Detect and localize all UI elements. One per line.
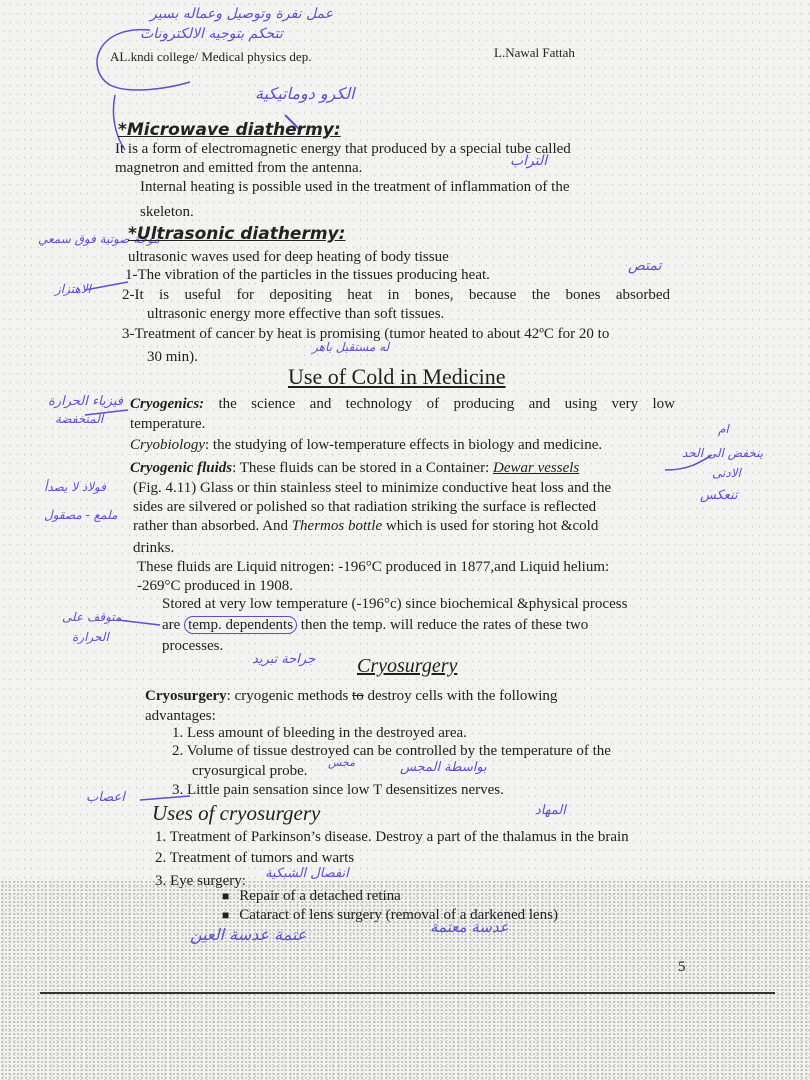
handwritten-temp-left-2: الحرارة (72, 630, 109, 644)
fluids-text-d-pre: rather than absorbed. And (133, 518, 292, 534)
handwritten-top-2: تتحكم بتوجيه الالكترونات (140, 26, 283, 42)
microwave-line-4: skeleton. (140, 204, 194, 220)
cryogenics-line-a (130, 395, 675, 413)
bullet-icon: ■ (222, 908, 230, 922)
bullet-icon: ■ (222, 889, 230, 903)
cryosurgery-def-a-pre: : cryogenic methods (226, 688, 353, 704)
advantage-2: 2. Volume of tissue destroyed can be controlled by the temperature of the (172, 743, 611, 759)
handwritten-probe-2: بواسطة المجس (400, 760, 487, 775)
fluids-term: Cryogenic fluids (130, 460, 233, 476)
ultrasonic-point-2b: ultrasonic energy more effective than soft tissues. (147, 306, 445, 322)
ultrasonic-point-1: 1-The vibration of the particles in the tissues producing heat. (125, 267, 490, 283)
cryobiology-term: Cryobiology (130, 437, 205, 453)
cryosurgery-def-a-strike: to (352, 688, 364, 704)
cryogenics-line-b: temperature. (130, 416, 206, 432)
stored-line-a: Stored at very low temperature (-196°c) since biochemical &physical process (162, 596, 628, 612)
bottom-rule (40, 992, 775, 994)
handwritten-vibration: الاهتزاز (55, 282, 91, 296)
fluids-line-a (130, 459, 579, 477)
use-3: 3. Eye surgery: (155, 873, 246, 889)
stored-line-b (162, 616, 588, 634)
cryogenics-term: Cryogenics: (130, 396, 205, 412)
handwritten-surgery: جراحة تبريد (252, 652, 316, 667)
thermos-bottle: Thermos bottle (291, 518, 383, 534)
microwave-line-3: Internal heating is possible used in the treatment of inflammation of the (140, 179, 570, 195)
microwave-line-2: magnetron and emitted from the antenna. (115, 160, 363, 176)
bullet-2-text: Cataract of lens surgery (removal of a darkened lens) (239, 907, 559, 923)
handwritten-thalamus: المهاد (535, 803, 566, 818)
handwritten-eye: انفصال الشبكية (265, 866, 349, 881)
handwritten-temp-left-1: متوقف على (62, 610, 122, 624)
temp-dependents-circled: temp. dependents (184, 616, 297, 634)
advantage-3: 3. Little pain sensation since low T desensitizes nerves. (172, 782, 504, 798)
handwritten-right-3: الادنى (712, 466, 741, 480)
advantage-2b: cryosurgical probe. (192, 763, 308, 779)
cryobiology-line (130, 436, 602, 454)
ultrasonic-intro: ultrasonic waves used for deep heating of body tissue (128, 249, 449, 265)
fluids-line-b: (Fig. 4.11) Glass or thin stainless steel to minimize conductive heat loss and the (133, 480, 612, 496)
handwritten-promising: له مستقبل باهر (312, 340, 390, 354)
handwritten-bottom: عدسة معتمة (430, 918, 509, 936)
cryobiology-text: : the studying of low-temperature effects in biology and medicine. (205, 437, 603, 453)
dewar-vessels: Dewar vessels (493, 460, 580, 476)
fluids-line-f: These fluids are Liquid nitrogen: -196°C produced in 1877,and Liquid helium: (137, 559, 610, 575)
handwritten-fluids-left-1: فولاذ لا يصدأ (44, 480, 106, 494)
microwave-line-1: It is a form of electromagnetic energy that produced by a special tube called (115, 141, 571, 157)
fluids-line-g: -269°C produced in 1908. (137, 578, 293, 594)
microwave-title: *Microwave diathermy: (118, 120, 341, 140)
handwritten-cataract: عتمة عدسة العين (190, 925, 307, 944)
fluids-line-e: drinks. (133, 540, 175, 556)
cold-heading: Use of Cold in Medicine (288, 364, 506, 389)
cryogenics-text-a: the science and technology of producing and using very low (204, 396, 675, 412)
header-right: L.Nawal Fattah (494, 45, 575, 60)
stored-text-b-pre: are (162, 617, 185, 633)
fluids-line-d (133, 517, 598, 535)
ultrasonic-point-3a: 3-Treatment of cancer by heat is promising (tumor heated to about 42ºC for 20 to (122, 326, 610, 342)
advantage-1: 1. Less amount of bleeding in the destroyed area. (172, 725, 467, 741)
cryosurgery-heading: Cryosurgery (357, 655, 458, 677)
fluids-text-d-post: which is used for storing hot &cold (382, 518, 599, 534)
handwritten-cryo-left-2: المنخفضة (55, 412, 104, 426)
bullet-1 (222, 887, 401, 905)
cryosurgery-def-b: advantages: (145, 708, 216, 724)
arrow-temp (118, 620, 160, 625)
use-2: 2. Treatment of tumors and warts (155, 850, 355, 866)
handwritten-below-header: الكرو دوماتيكية (255, 84, 355, 103)
fluids-text-a: : These fluids can be stored in a Container: (232, 460, 493, 476)
handwritten-right-4: تنعكس (700, 488, 738, 503)
handwritten-top-1: عمل نفرة وتوصيل وعماله بسير (150, 6, 334, 22)
handwritten-absorb: تمتص (628, 258, 662, 274)
fluids-line-c: sides are silvered or polished so that radiation striking the surface is reflected (133, 499, 597, 515)
cryosurgery-def-a (145, 687, 557, 705)
stored-text-b-post: then the temp. will reduce the rates of these two (297, 617, 589, 633)
ultrasonic-point-2a: 2-It is useful for depositing heat in bones, because the bones absorbed (122, 287, 670, 303)
ultrasonic-title: *Ultrasonic diathermy: (128, 224, 346, 244)
handwritten-cryo-left-1: فيزياء الحرارة (48, 394, 123, 409)
bullet-1-text: Repair of a detached retina (239, 888, 401, 904)
page-number: 5 (678, 959, 686, 975)
handwritten-right-1: ام (718, 422, 729, 436)
handwritten-antenna: التراب (510, 153, 548, 169)
uses-heading: Uses of cryosurgery (152, 801, 321, 825)
handwritten-probe: مجس (328, 756, 356, 769)
handwritten-fluids-left-2: ملمع - مصقول (44, 508, 118, 522)
header-left: AL.kndi college/ Medical physics dep. (110, 49, 312, 64)
use-1: 1. Treatment of Parkinson’s disease. Destroy a part of the thalamus in the brain (155, 829, 629, 845)
handwritten-right-2: ينخفض الى الحد (682, 446, 764, 460)
handwritten-ultra-left: موجة صوتية فوق سمعي (38, 232, 160, 246)
cryosurgery-term: Cryosurgery (145, 688, 227, 704)
stored-line-c: processes. (162, 638, 224, 654)
ultrasonic-point-3b: 30 min). (147, 349, 198, 365)
handwritten-nerves: اعصاب (86, 790, 125, 805)
cryosurgery-def-a-post: destroy cells with the following (363, 688, 558, 704)
